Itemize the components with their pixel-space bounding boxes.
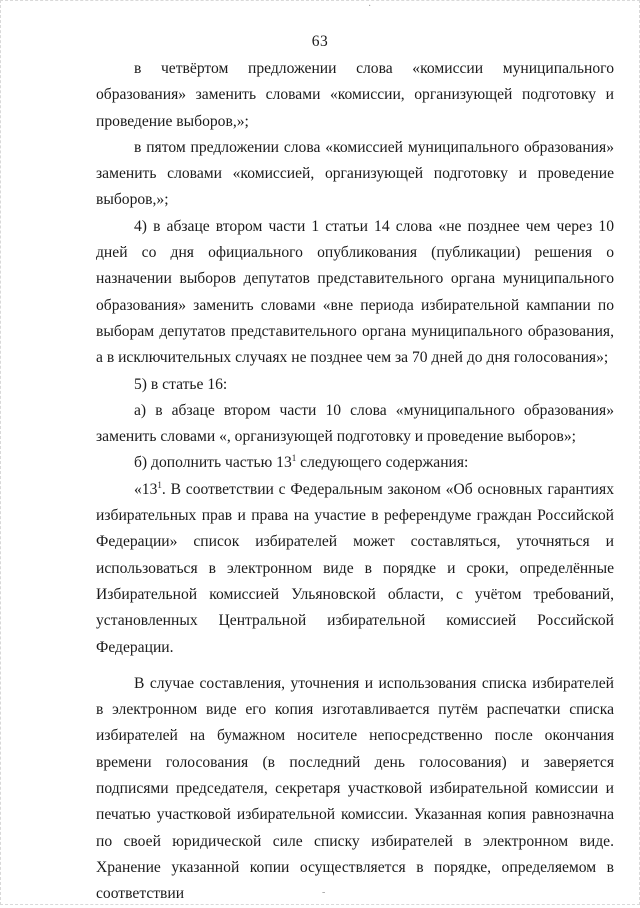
paragraph-item-5: 5) в статье 16: — [134, 375, 228, 393]
paragraph-fourth-sentence: в четвёртом предложении слова «комиссии муниципального образования» заменить словами «комиссии, организующей подготовку и проведение выборов,»; — [96, 60, 614, 130]
bottom-tick-mark: - — [322, 887, 326, 898]
part-13-1-text: . В соответствии с Федеральным законом «Об основных гарантиях избирательных прав и права на участие в референдуме граждан Российской Федерации» список избирателей может составляться, уточняться и использоваться в электронном виде в порядке и сроки, определённые Избирательной комиссией Ульяновской области, с учётом требований, установленных Центральной избирательной комиссией Российской Федерации. — [96, 480, 614, 656]
item-b-before: б) дополнить частью 13 — [134, 454, 292, 472]
page-number: 63 — [311, 33, 329, 50]
paragraph-item-b — [96, 450, 614, 476]
paragraph-fifth-sentence: в пятом предложении слова «комиссией муниципального образования» заменить словами «комиссией, организующей подготовку и проведение выборов,»; — [96, 138, 614, 209]
paragraph-part-13-1 — [96, 477, 614, 661]
top-tick-mark: · — [368, 1, 372, 12]
paragraph-item-a: а) в абзаце втором части 10 слова «муниципального образования» заменить словами «, организующей подготовку и проведение выборов»; — [96, 401, 614, 446]
document-body — [96, 56, 614, 908]
part-13-1-open: «13 — [134, 480, 158, 498]
item-b-after: следующего содержания: — [296, 454, 469, 472]
part-13-1-superscript: 1 — [157, 479, 162, 490]
paragraph-electronic-list-copy: В случае составления, уточнения и использования списка избирателей в электронном виде его копия изготавливается путём распечатки списка избирателей на бумажном носителе непосредственно после окончания времени голосования (в последний день голосования) и заверяется подписями председателя, секретаря участковой избирательной комиссии и печатью участковой избирательной комиссии. Указанная копия равнозначна по своей юридической силе списку избирателей в электронном виде. Хранение указанной копии осуществляется в порядке, определяемом в соответствии — [96, 674, 614, 903]
paragraph-item-4: 4) в абзаце втором части 1 статьи 14 слова «не позднее чем через 10 дней со дня официального опубликования (публикации) решения о назначении выборов депутатов представительного органа муниципального образования» заменить словами «вне периода избирательной кампании по выборам депутатов представительного органа муниципального образования, а в исключительных случаях не позднее чем за 70 дней до дня голосования»; — [96, 217, 614, 367]
item-b-superscript: 1 — [291, 453, 297, 464]
